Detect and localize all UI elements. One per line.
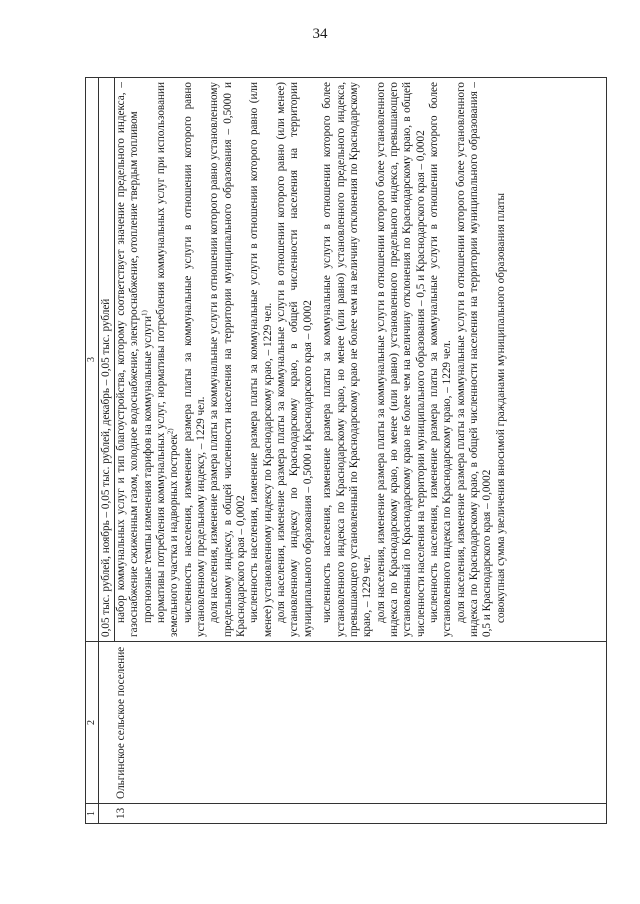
- rotated-table-container: [85, 78, 607, 824]
- paragraph-population-below-regional: численность населения, изменение размера платы за коммунальные услуги в отношении которого равно (или менее) установленному индексу по Краснодарскому краю, – 1229 чел.: [248, 82, 274, 637]
- continuation-cell-empty-1: [99, 804, 115, 824]
- header-col-1: 1: [86, 804, 99, 824]
- table-row: [115, 78, 607, 824]
- paragraph-service-set: набор коммунальных услуг и тип благоустройства, которому соответствует значение предельного индекса, – газоснабжение сжиженным газом, холодное водоснабжение, электроснабжение, отопление твердым топливом: [115, 82, 141, 637]
- paragraph-tariff-forecast: прогнозные темпы изменения тарифов на коммунальные услуги$^{1)}$: [139, 310, 154, 623]
- settlement-name: Ольгинское сельское поселение: [115, 642, 607, 804]
- continuation-cell-empty-2: [99, 642, 115, 804]
- row-description: [115, 78, 607, 642]
- paragraph-share-equal-limit: доля населения, изменение размера платы за коммунальные услуги в отношении которого равно установленному предельному индексу, в общей численности населения на территории муниципального образования – 0,5000 и Краснодарского края – 0,0002: [208, 82, 248, 637]
- paragraph-population-above-regional: численность населения, изменение размера платы за коммунальные услуги в отношении которого более установленного индекса по Краснодарскому краю, – 1229 чел.: [427, 82, 454, 637]
- continuation-text: 0,05 тыс. рублей, ноябрь – 0,05 тыс. рублей, декабрь – 0,05 тыс. рублей: [99, 78, 115, 642]
- paragraph-total-increase: совокупная сумма увеличения вносимой гражданами муниципального образования платы: [494, 192, 507, 623]
- paragraph-norms: нормативы потребления коммунальных услуг, нормативы потребления коммунальных услуг при использовании земельного участка и надворных построек$^{2)}$: [155, 82, 181, 637]
- row-number: 13: [115, 804, 607, 824]
- header-col-2: 2: [86, 642, 99, 804]
- table-header-row: [86, 78, 99, 824]
- paragraph-population-above-regional-within-deviation: численность населения, изменение размера платы за коммунальные услуги в отношении которого более установленного индекса по Краснодарскому краю, но менее (или равно) установленного предельного индекса, превышающего установленный по Краснодарскому краю не более чем на величину отклонения по Краснодарскому краю, – 1229 чел.: [321, 82, 374, 637]
- footnote-mark-2: 2): [166, 428, 175, 435]
- footnote-mark-1: 1): [139, 310, 148, 317]
- header-col-3: 3: [86, 78, 99, 642]
- tariff-table: [85, 77, 607, 824]
- paragraph-population-equal-limit: численность населения, изменение размера платы за коммунальные услуги в отношении которого равно установленному предельному индексу, – 1229 чел.: [181, 82, 208, 637]
- paragraph-share-below-regional: доля населения, изменение размера платы за коммунальные услуги в отношении которого равно (или менее) установленному индексу по Краснодарскому краю, в общей численности населения на территории муниципального образования – 0,5000 и Краснодарского края – 0,0002: [275, 82, 314, 637]
- page-number: 34: [312, 26, 328, 42]
- paragraph-share-above-regional: доля населения, изменение размера платы за коммунальные услуги в отношении которого более установленного индекса по Краснодарскому краю, в общей численности населения на территории муниципального образования – 0,5 и Краснодарского края – 0,0002: [454, 82, 494, 637]
- rotated-table: [85, 78, 607, 824]
- paragraph-share-above-regional-within-deviation: доля населения, изменение размера платы за коммунальные услуги в отношении которого более установленного индекса по Краснодарскому краю, но менее (или равно) установленного предельного индекса, превышающего установленный по Краснодарскому краю не более чем на величину отклонения по Краснодарскому краю, в общей численности населения на территории муниципального образования – 0,5 и Краснодарского края – 0,0002: [374, 82, 427, 637]
- continuation-row: [99, 78, 115, 824]
